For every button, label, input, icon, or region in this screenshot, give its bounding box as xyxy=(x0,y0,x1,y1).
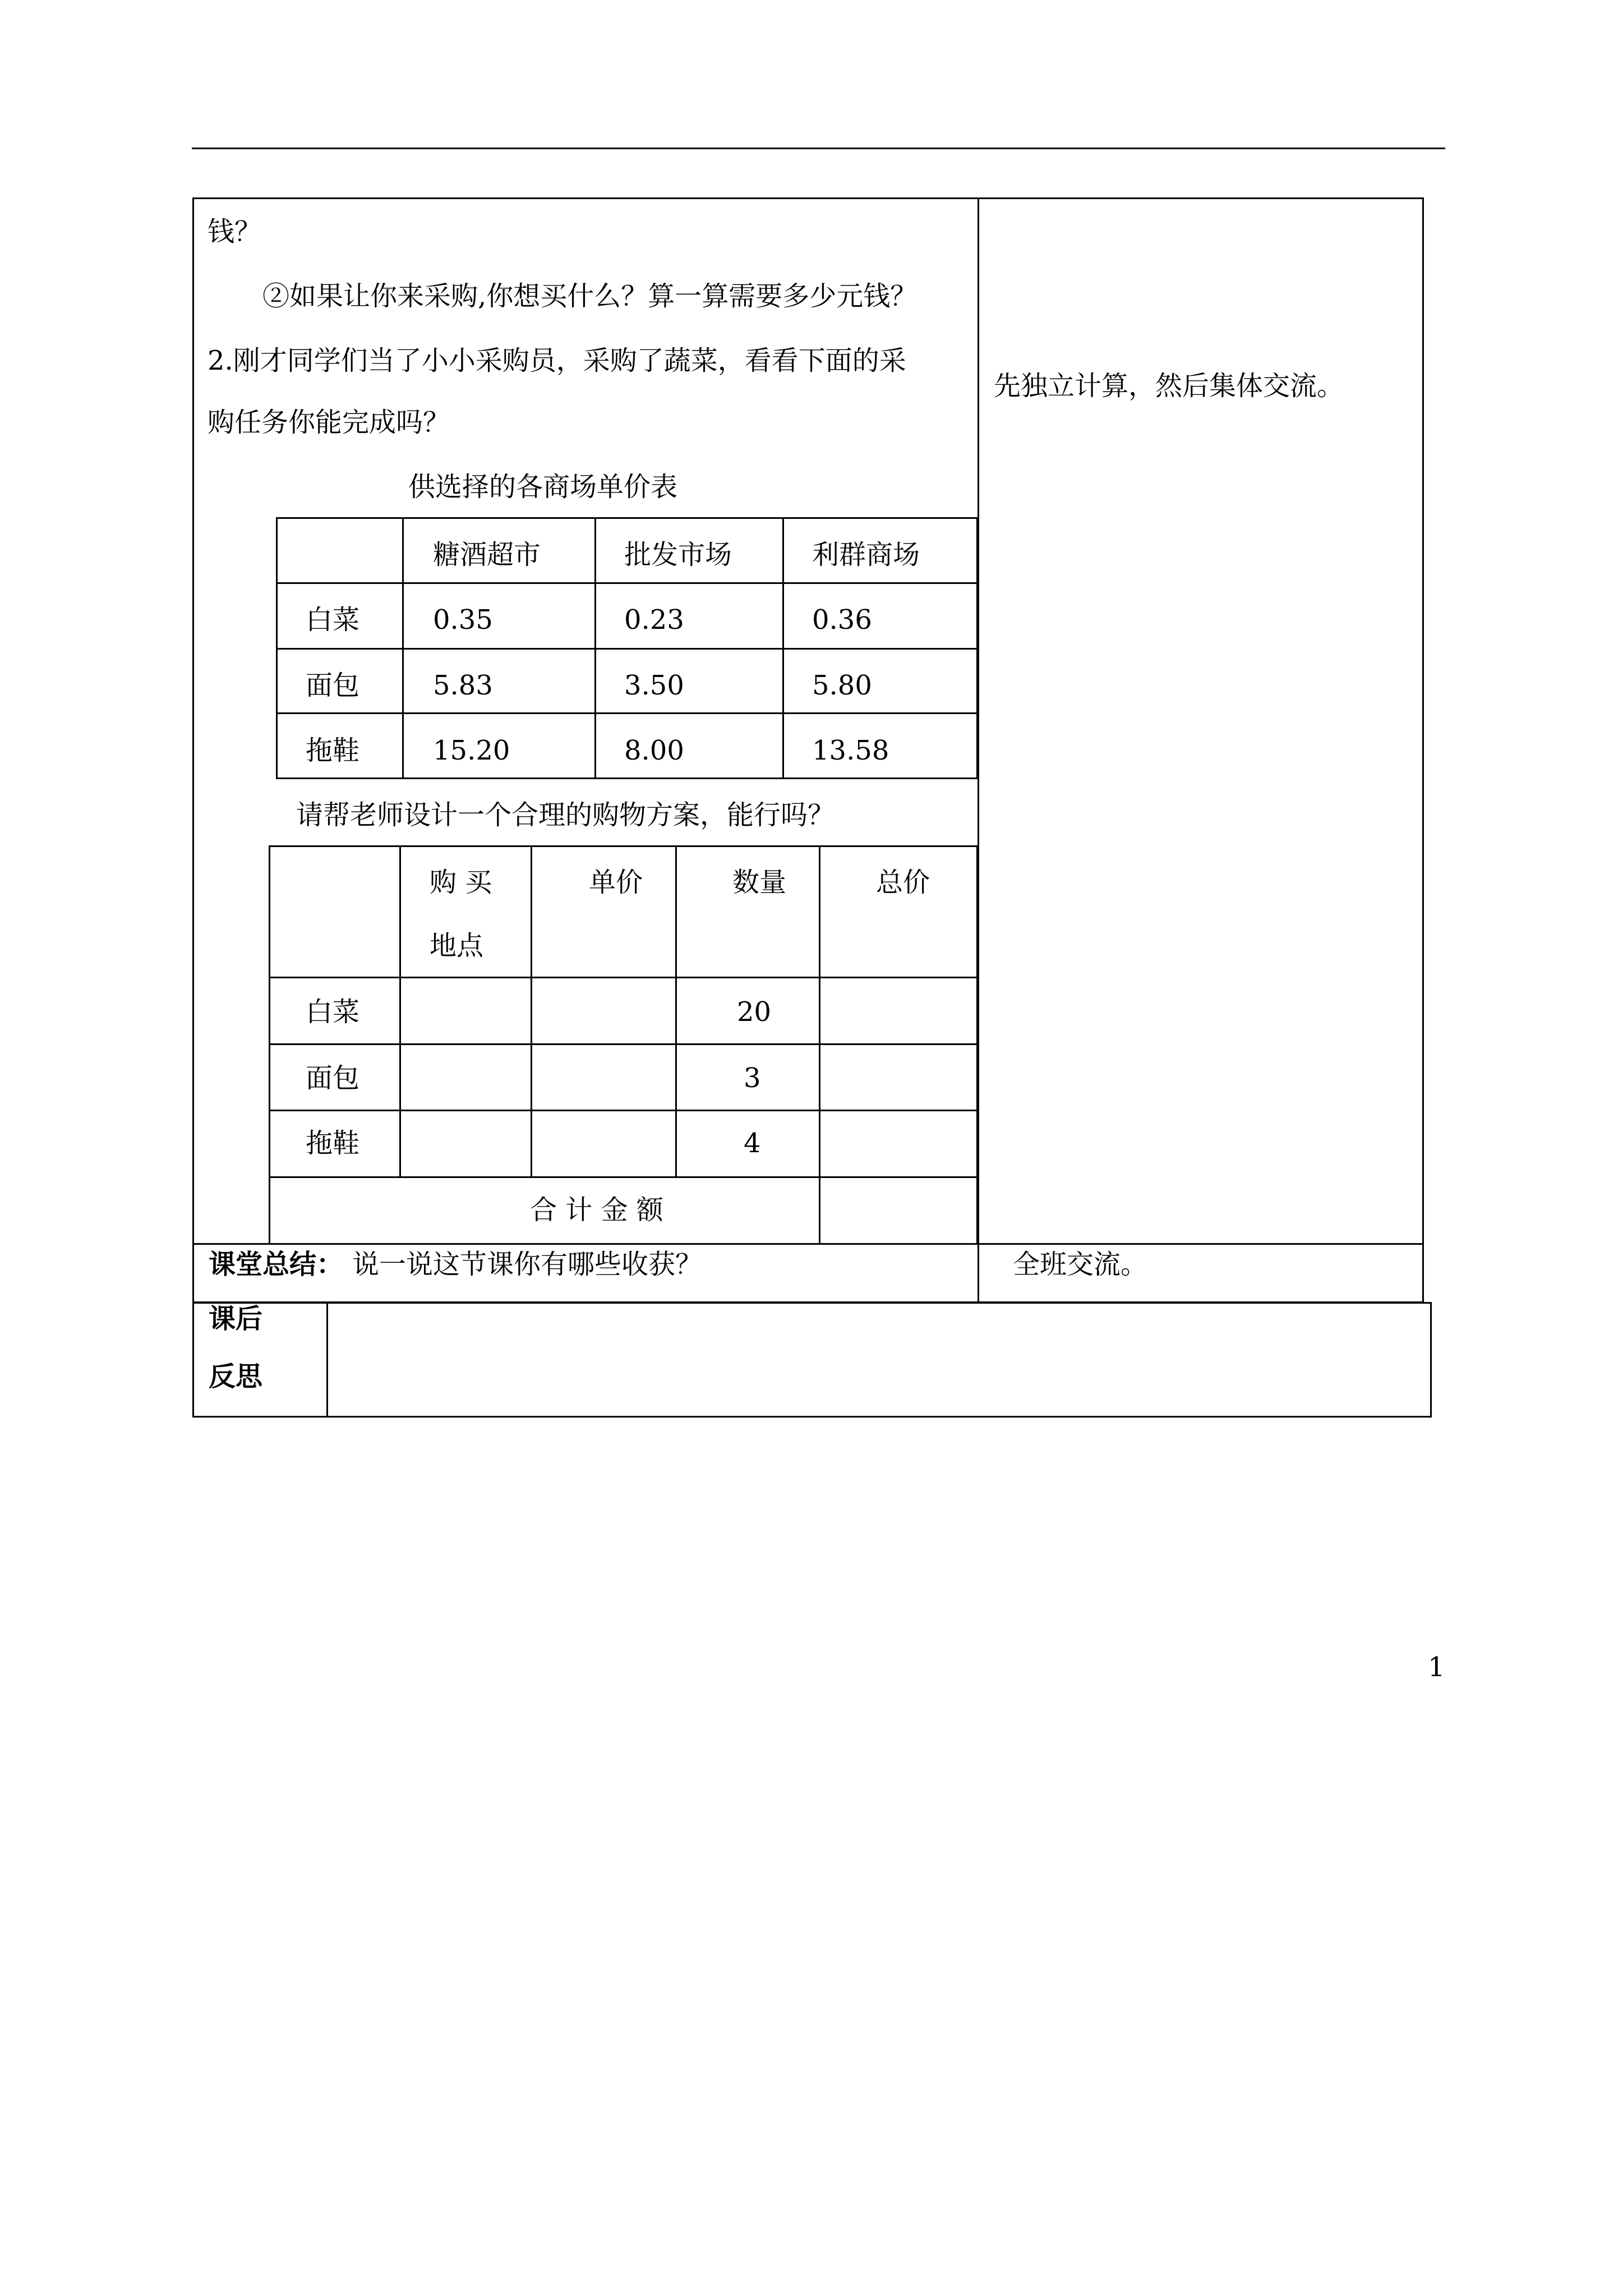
grid-line xyxy=(269,977,978,978)
price-cell: 0.36 xyxy=(812,604,872,636)
price-cell: 面包 xyxy=(306,670,360,701)
plan-header: 数量 xyxy=(732,867,787,898)
grid-line xyxy=(531,845,532,1177)
plan-table xyxy=(269,845,978,1245)
price-cell: 5.80 xyxy=(812,670,872,701)
plan-header: 总价 xyxy=(876,867,930,898)
plan-cell: 拖鞋 xyxy=(306,1128,360,1159)
right-note: 先独立计算，然后集体交流。 xyxy=(994,370,1344,402)
grid-line xyxy=(326,1302,328,1418)
grid-line xyxy=(269,1110,978,1111)
plan-header-line2: 地点 xyxy=(430,930,484,961)
plan-cell: 白菜 xyxy=(306,996,360,1028)
price-header: 批发市场 xyxy=(624,539,732,570)
grid-line xyxy=(269,1176,978,1178)
summary-label: 课堂总结： xyxy=(209,1249,344,1280)
reflection-label: 课后 xyxy=(209,1303,263,1335)
header-rule xyxy=(192,148,1445,149)
price-cell: 8.00 xyxy=(624,735,684,766)
grid-line xyxy=(269,1043,978,1045)
plan-cell: 20 xyxy=(737,996,772,1028)
plan-header: 单价 xyxy=(589,867,643,898)
price-cell: 5.83 xyxy=(433,670,493,701)
grid-line xyxy=(399,845,401,1177)
plan-total-label: 合 计 金 额 xyxy=(530,1194,663,1226)
grid-line xyxy=(276,582,978,584)
summary-note: 全班交流。 xyxy=(1013,1249,1148,1280)
plan-cell: 面包 xyxy=(306,1062,360,1094)
price-header: 糖酒超市 xyxy=(433,539,541,570)
reflection-label: 反思 xyxy=(209,1361,263,1392)
price-cell: 白菜 xyxy=(306,604,360,636)
plan-cell: 4 xyxy=(744,1128,761,1159)
price-cell: 0.35 xyxy=(433,604,493,636)
grid-line xyxy=(675,845,677,1177)
intro-line: 2.刚才同学们当了小小采购员，采购了蔬菜，看看下面的采 xyxy=(208,345,906,376)
price-cell: 0.23 xyxy=(624,604,684,636)
plan-header: 购 买 xyxy=(430,867,492,898)
price-header: 利群商场 xyxy=(812,539,920,570)
plan-prompt: 请帮老师设计一个合理的购物方案，能行吗？ xyxy=(296,799,835,831)
price-table-title: 供选择的各商场单价表 xyxy=(408,471,678,503)
price-cell: 拖鞋 xyxy=(306,735,360,766)
price-cell: 13.58 xyxy=(812,735,889,766)
price-cell: 15.20 xyxy=(433,735,510,766)
grid-line xyxy=(276,648,978,650)
intro-line: 购任务你能完成吗？ xyxy=(208,407,450,438)
page-number: 1 xyxy=(1428,1651,1445,1683)
intro-line: ②如果让你来采购,你想买什么？算一算需要多少元钱？ xyxy=(262,280,917,312)
summary-text: 说一说这节课你有哪些收获？ xyxy=(352,1249,703,1280)
plan-cell: 3 xyxy=(744,1062,761,1094)
grid-line xyxy=(819,845,820,1245)
price-cell: 3.50 xyxy=(624,670,684,701)
intro-line: 钱？ xyxy=(208,216,262,247)
grid-line xyxy=(276,712,978,714)
reflection-table xyxy=(192,1302,1432,1418)
